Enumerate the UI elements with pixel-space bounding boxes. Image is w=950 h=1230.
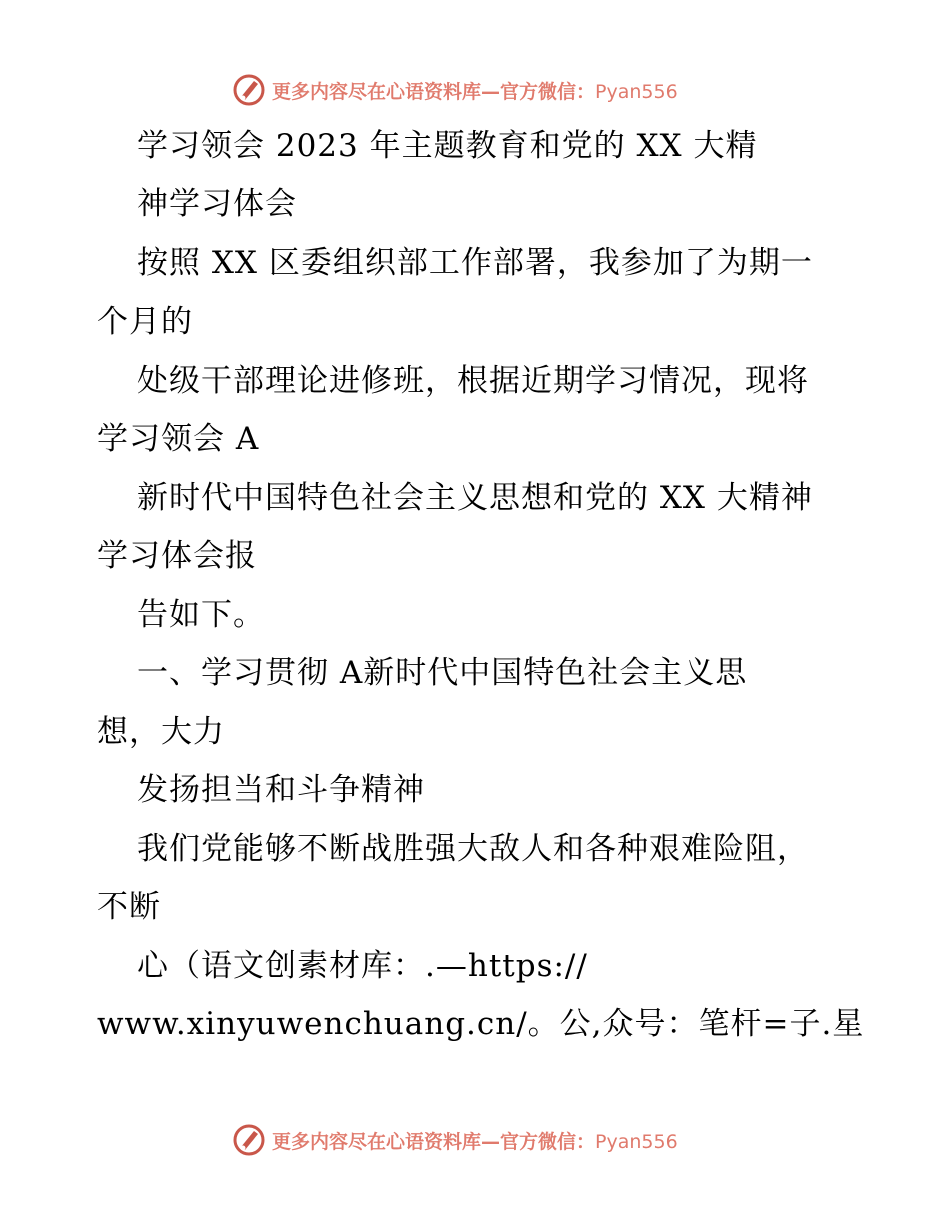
paragraph-line: 不断: [97, 889, 161, 925]
paragraph-line: 个月的: [97, 304, 193, 340]
paragraph-line: 新时代中国特色社会主义思想和党的 XX 大精神: [137, 480, 813, 516]
paragraph-line: 处级干部理论进修班，根据近期学习情况，现将: [137, 363, 809, 399]
source-line: 心（语文创素材库：.—https://: [137, 948, 588, 984]
header-watermark-banner: [232, 70, 732, 110]
source-url-line: www.xinyuwenchuang.cn/。公,众号：笔杆=子.星: [97, 1006, 865, 1042]
title-line-2: 神学习体会: [137, 186, 297, 222]
paragraph-line: 按照 XX 区委组织部工作部署，我参加了为期一: [137, 245, 813, 281]
paragraph-line: 学习领会 A: [97, 421, 260, 457]
header-watermark-text: 更多内容尽在心语资料库—官方微信：Pyan556: [272, 80, 678, 103]
section-heading-line-2: 想，大力: [97, 714, 225, 750]
section-heading-line-1: 一、学习贯彻 A新时代中国特色社会主义思: [137, 655, 748, 691]
pen-logo-icon: [232, 73, 266, 107]
paragraph-line: 告如下。: [137, 597, 265, 633]
section-heading-line-3: 发扬担当和斗争精神: [137, 772, 425, 808]
footer-watermark-text: 更多内容尽在心语资料库—官方微信：Pyan556: [272, 1130, 678, 1153]
title-line-1: 学习领会 2023 年主题教育和党的 XX 大精: [137, 128, 758, 164]
paragraph-line: 学习体会报: [97, 538, 257, 574]
paragraph-line: 我们党能够不断战胜强大敌人和各种艰难险阻，: [137, 831, 809, 867]
footer-watermark-banner: [232, 1120, 732, 1160]
pen-logo-icon: [232, 1123, 266, 1157]
